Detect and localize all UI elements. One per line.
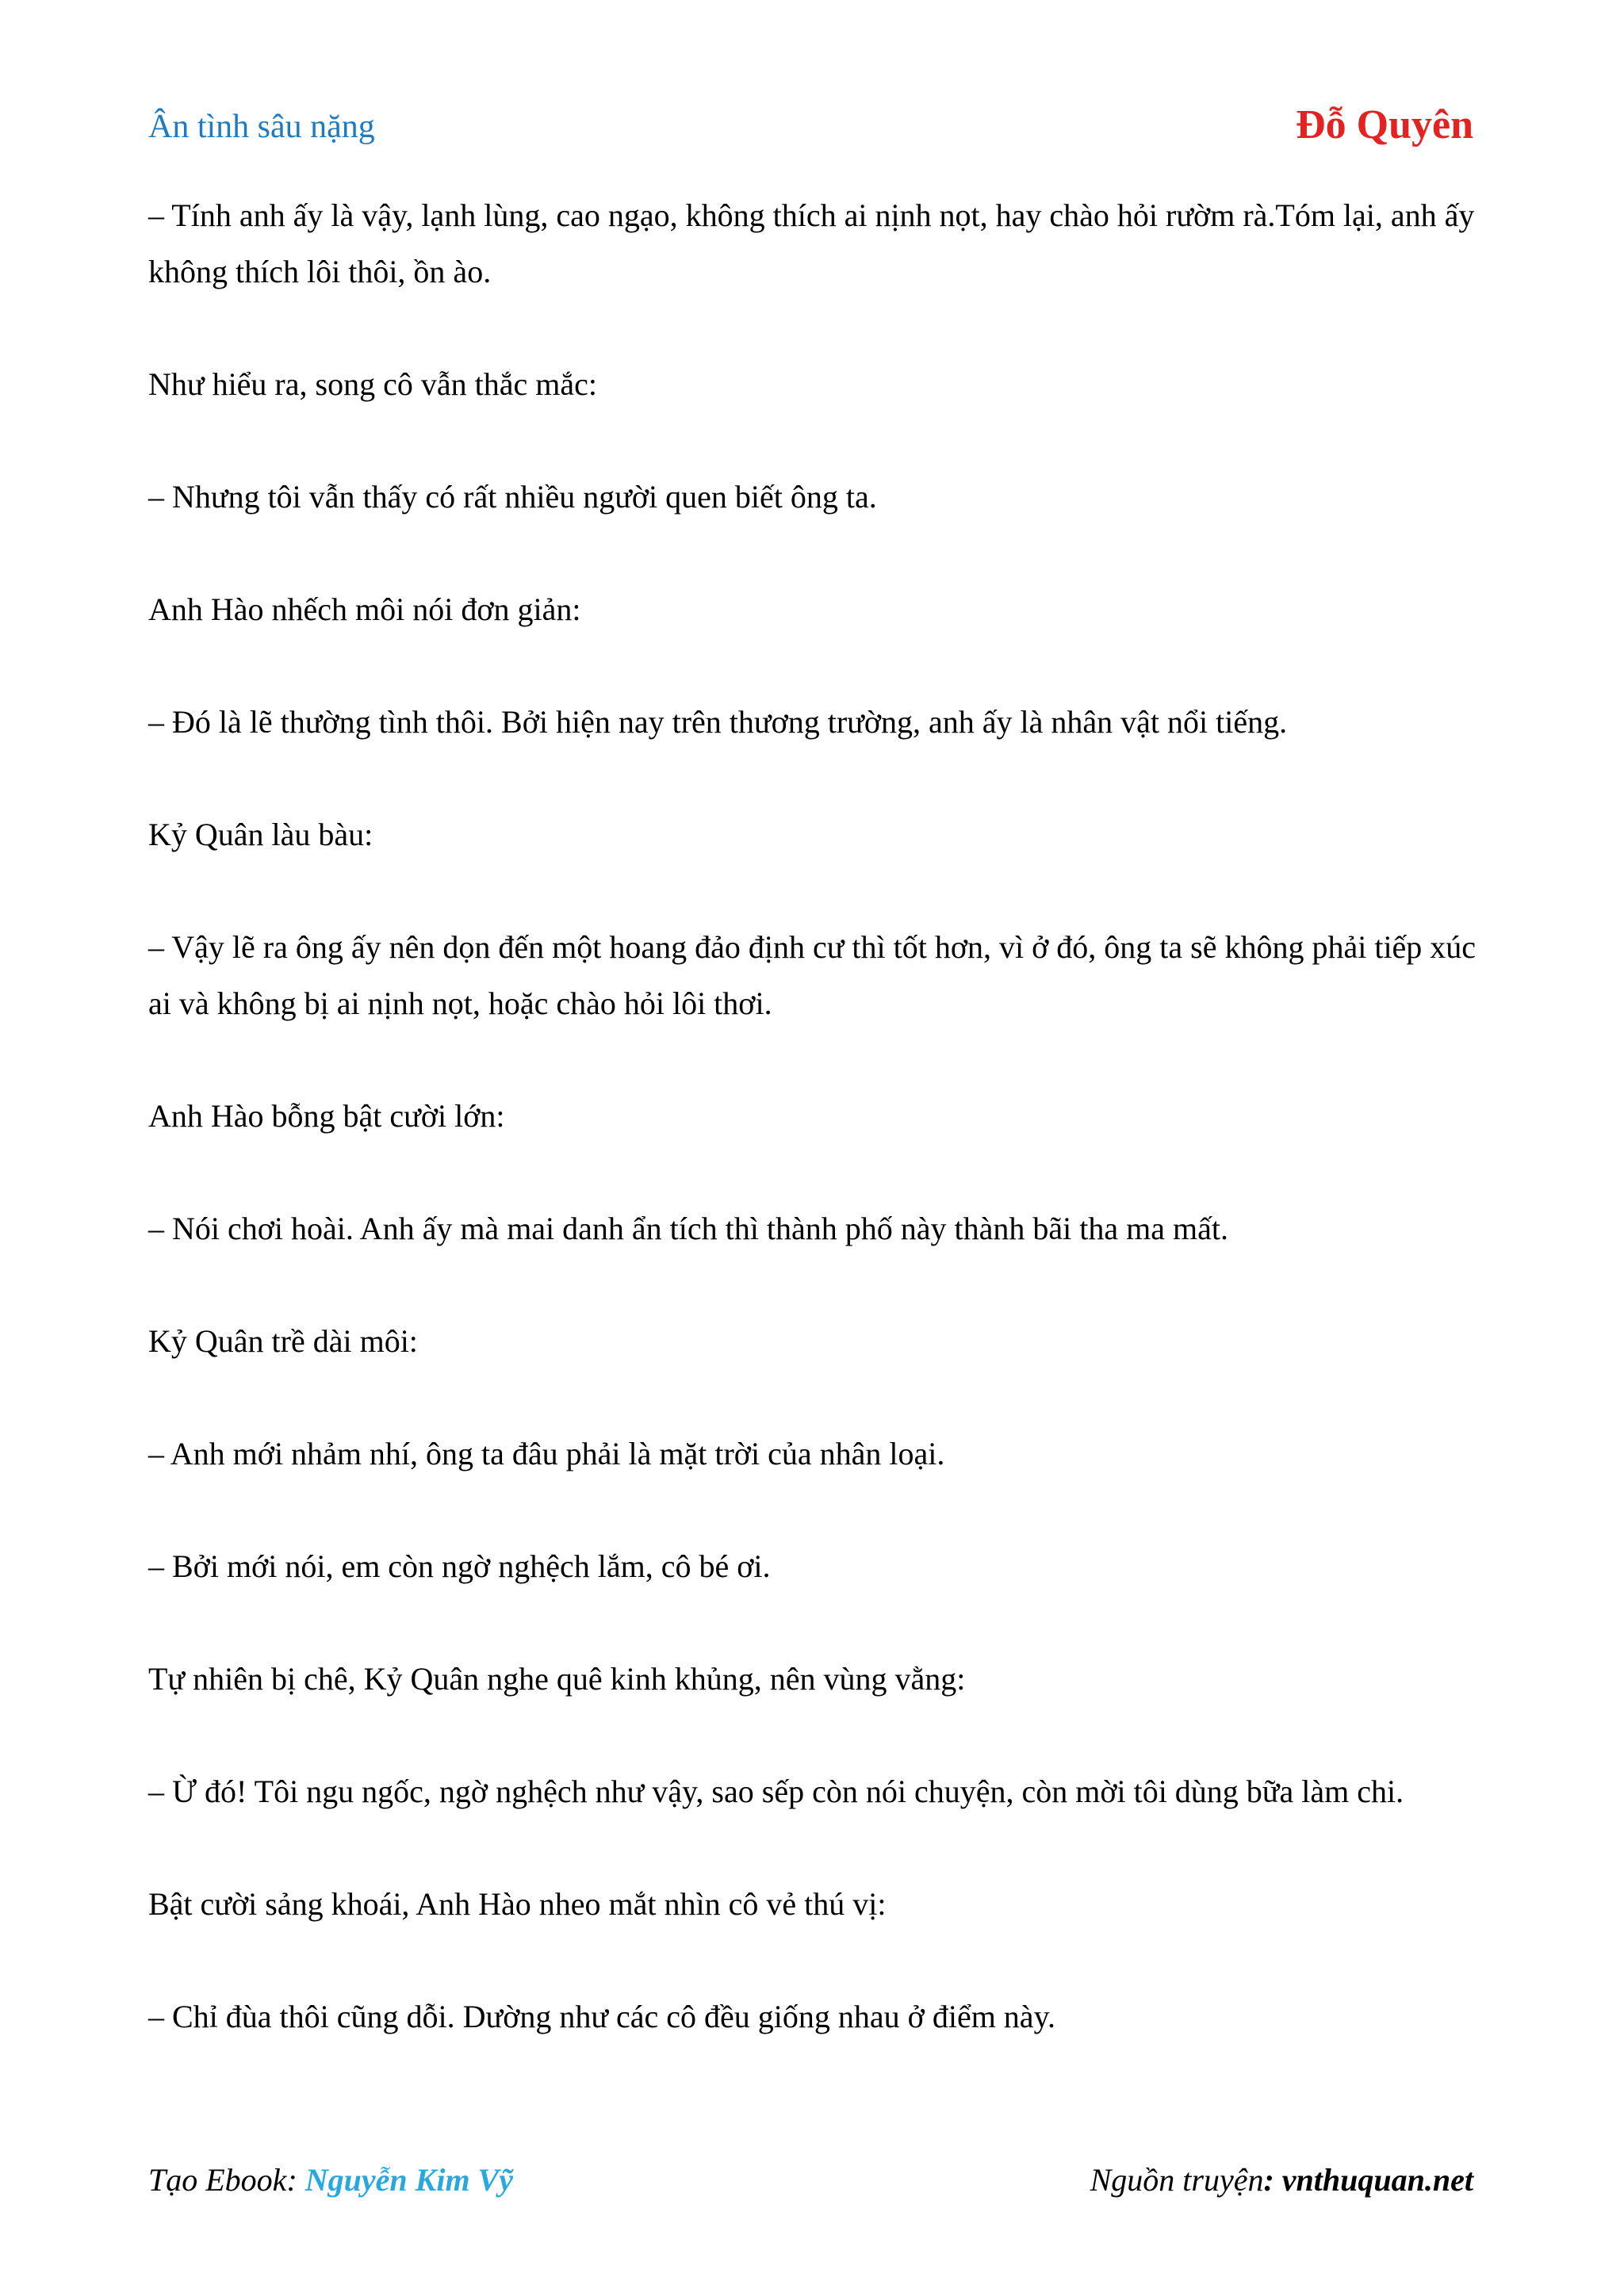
footer-ebook-label: Tạo Ebook: [148, 2162, 287, 2198]
paragraph: – Đó là lẽ thường tình thôi. Bởi hiện nay trên thương trường, anh ấy là nhân vật nổi tiếng.: [148, 704, 1288, 740]
page-body: [148, 187, 1480, 2101]
paragraph: – Tính anh ấy là vậy, lạnh lùng, cao ngạo, không thích ai nịnh nọt, hay chào hỏi rườm rà.Tóm lại, anh ấy không thích lôi thôi, ồn ào.: [148, 197, 1475, 289]
paragraph: – Bởi mới nói, em còn ngờ nghệch lắm, cô bé ơi.: [148, 1548, 771, 1584]
paragraph: – Anh mới nhảm nhí, ông ta đâu phải là mặt trời của nhân loại.: [148, 1436, 945, 1471]
paragraph: Anh Hào nhếch môi nói đơn giản:: [148, 591, 581, 627]
paragraph: Như hiểu ra, song cô vẫn thắc mắc:: [148, 366, 597, 402]
paragraph: – Chỉ đùa thôi cũng dỗi. Dường như các cô đều giống nhau ở điểm này.: [148, 1999, 1055, 2034]
paragraph: Kỷ Quân làu bàu:: [148, 817, 373, 852]
book-author: Đỗ Quyên: [1296, 102, 1473, 147]
paragraph: – Vậy lẽ ra ông ấy nên dọn đến một hoang đảo định cư thì tốt hơn, vì ở đó, ông ta sẽ không phải tiếp xúc ai và không bị ai nịnh nọt, hoặc chào hỏi lôi thơi.: [148, 929, 1477, 1021]
paragraph: Anh Hào bỗng bật cười lớn:: [148, 1098, 505, 1134]
footer-ebook-separator: :: [286, 2162, 305, 2198]
footer-ebook-credit: [148, 2156, 513, 2204]
footer-source-site: vnthuquan.net: [1281, 2162, 1473, 2198]
footer-ebook-name: Nguyễn Kim Vỹ: [304, 2162, 513, 2198]
paragraph: Kỷ Quân trề dài môi:: [148, 1323, 418, 1359]
footer-source-label: Nguồn truyện: [1090, 2162, 1264, 2198]
book-title: Ân tình sâu nặng: [148, 109, 375, 145]
footer-source-credit: [1090, 2156, 1473, 2204]
footer-source-separator: :: [1263, 2162, 1282, 2198]
paragraph: Bật cười sảng khoái, Anh Hào nheo mắt nhìn cô vẻ thú vị:: [148, 1886, 887, 1922]
paragraph: – Nhưng tôi vẫn thấy có rất nhiều người quen biết ông ta.: [148, 479, 877, 515]
paragraph: – Ừ đó! Tôi ngu ngốc, ngờ nghệch như vậy, sao sếp còn nói chuyện, còn mời tôi dùng bữa làm chi.: [148, 1774, 1404, 1809]
paragraph: – Nói chơi hoài. Anh ấy mà mai danh ẩn tích thì thành phố này thành bãi tha ma mất.: [148, 1211, 1228, 1246]
paragraph: Tự nhiên bị chê, Kỷ Quân nghe quê kinh khủng, nên vùng vằng:: [148, 1661, 966, 1697]
